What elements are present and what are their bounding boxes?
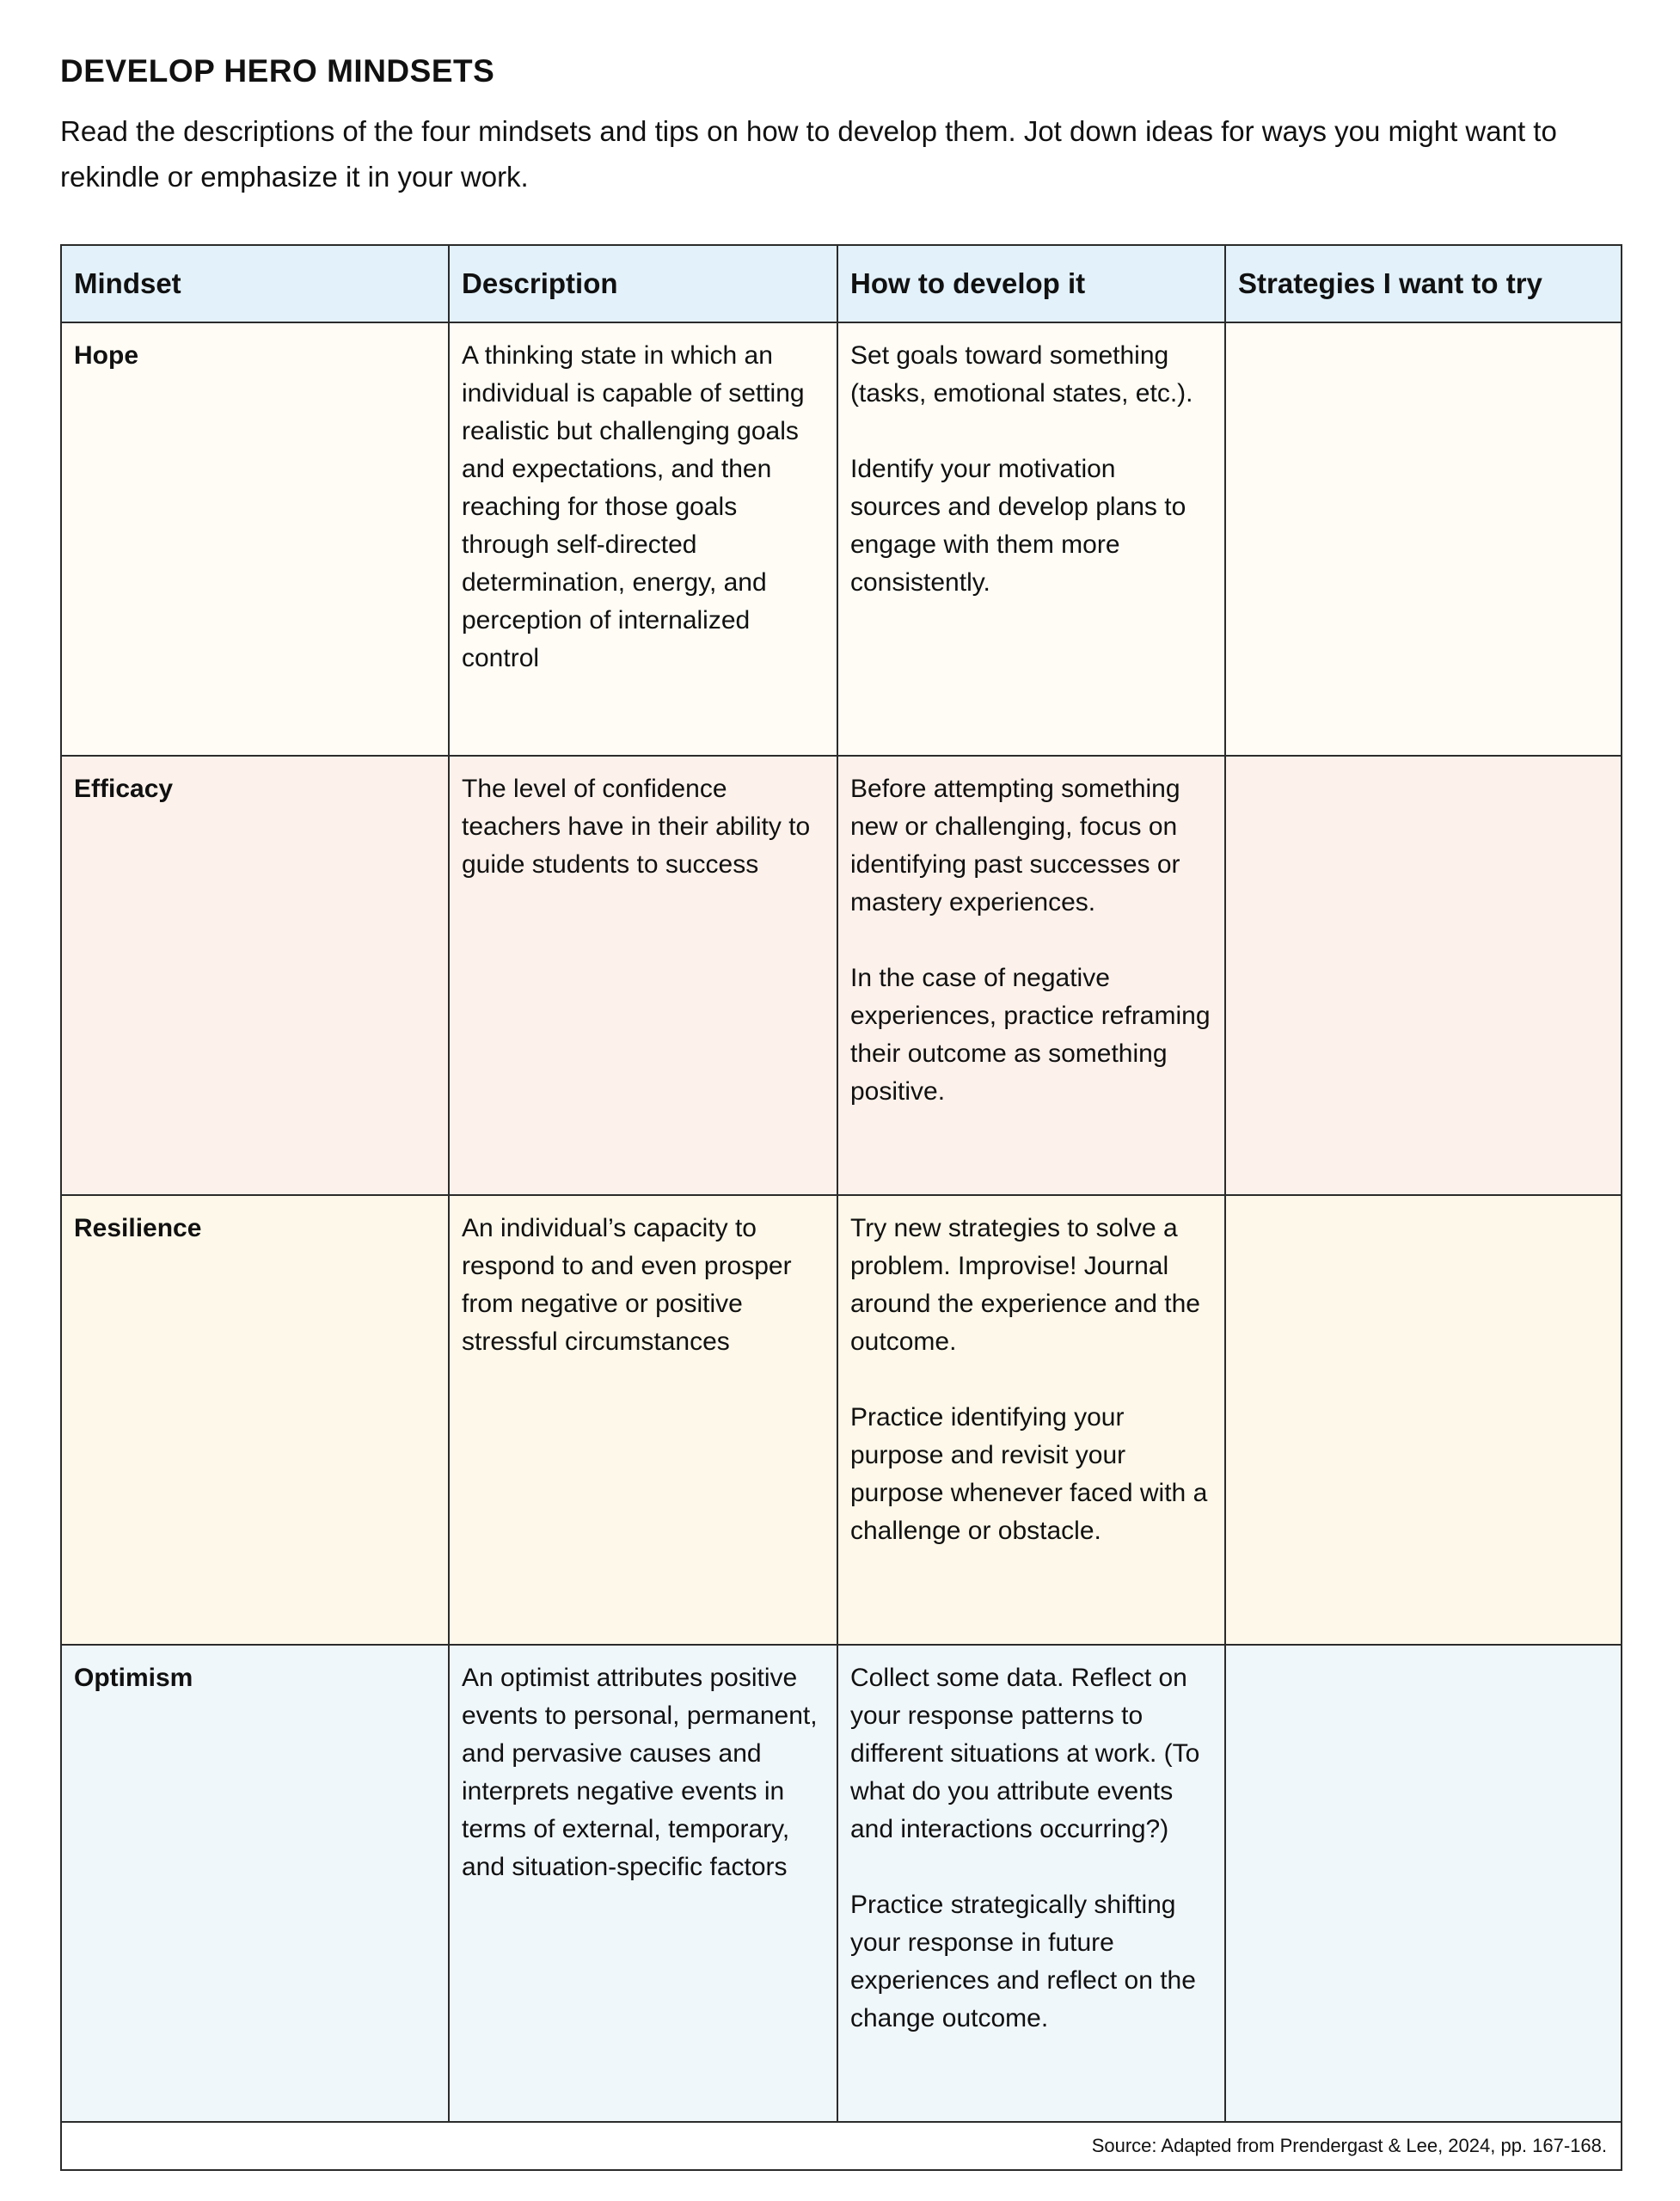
mindset-name: Efficacy <box>61 756 449 1195</box>
how-to-develop-cell <box>837 1645 1225 2122</box>
mindset-description: An individual’s capacity to respond to and even prosper from negative or positive stressful circumstances <box>449 1195 837 1645</box>
table-row-optimism <box>61 1645 1622 2122</box>
development-tip: Practice strategically shifting your response in future experiences and reflect on the change outcome. <box>850 1891 1196 2032</box>
mindset-description: A thinking state in which an individual is capable of setting realistic but challenging goals and expectations, and then reaching for those goals through self-directed determination, energy, and perception of internalized control <box>449 322 837 756</box>
development-tip: Try new strategies to solve a problem. Improvise! Journal around the experience and the outcome. <box>850 1214 1200 1356</box>
column-header-description: Description <box>449 245 837 322</box>
mindset-description: The level of confidence teachers have in their ability to guide students to success <box>449 756 837 1195</box>
instructions-text: Read the descriptions of the four mindsets and tips on how to develop them. Jot down ideas for ways you might want to rekindle or emphasize it in your work. <box>60 115 1557 193</box>
page-title: DEVELOP HERO MINDSETS <box>60 53 495 89</box>
column-header-mindset: Mindset <box>61 245 449 322</box>
source-citation: Source: Adapted from Prendergast & Lee, 2024, pp. 167-168. <box>61 2122 1622 2170</box>
how-to-develop-cell <box>837 322 1225 756</box>
strategies-entry-cell[interactable] <box>1225 322 1622 756</box>
how-to-develop-cell <box>837 1195 1225 1645</box>
mindset-name: Resilience <box>61 1195 449 1645</box>
strategies-entry-cell[interactable] <box>1225 1195 1622 1645</box>
strategies-entry-cell[interactable] <box>1225 1645 1622 2122</box>
development-tip: Identify your motivation sources and develop plans to engage with them more consistently. <box>850 455 1186 597</box>
development-tip: Set goals toward something (tasks, emotional states, etc.). <box>850 341 1193 408</box>
mindsets-table <box>60 244 1622 2171</box>
table-row-resilience <box>61 1195 1622 1645</box>
strategies-entry-cell[interactable] <box>1225 756 1622 1195</box>
how-to-develop-cell <box>837 756 1225 1195</box>
source-row <box>61 2122 1622 2170</box>
table-row-efficacy <box>61 756 1622 1195</box>
development-tip: Collect some data. Reflect on your response patterns to different situations at work. (To what do you attribute events and interactions occurring?) <box>850 1664 1200 1843</box>
development-tip: Before attempting something new or challenging, focus on identifying past successes or mastery experiences. <box>850 775 1180 917</box>
column-header-how-to-develop: How to develop it <box>837 245 1225 322</box>
column-header-strategies: Strategies I want to try <box>1225 245 1622 322</box>
mindset-name: Hope <box>61 322 449 756</box>
table-row-hope <box>61 322 1622 756</box>
development-tip: In the case of negative experiences, practice reframing their outcome as something positive. <box>850 964 1211 1106</box>
development-tip: Practice identifying your purpose and revisit your purpose whenever faced with a challenge or obstacle. <box>850 1403 1208 1545</box>
mindset-name: Optimism <box>61 1645 449 2122</box>
table-header-row <box>61 245 1622 322</box>
mindset-description: An optimist attributes positive events to personal, permanent, and pervasive causes and interprets negative events in terms of external, temporary, and situation-specific factors <box>449 1645 837 2122</box>
